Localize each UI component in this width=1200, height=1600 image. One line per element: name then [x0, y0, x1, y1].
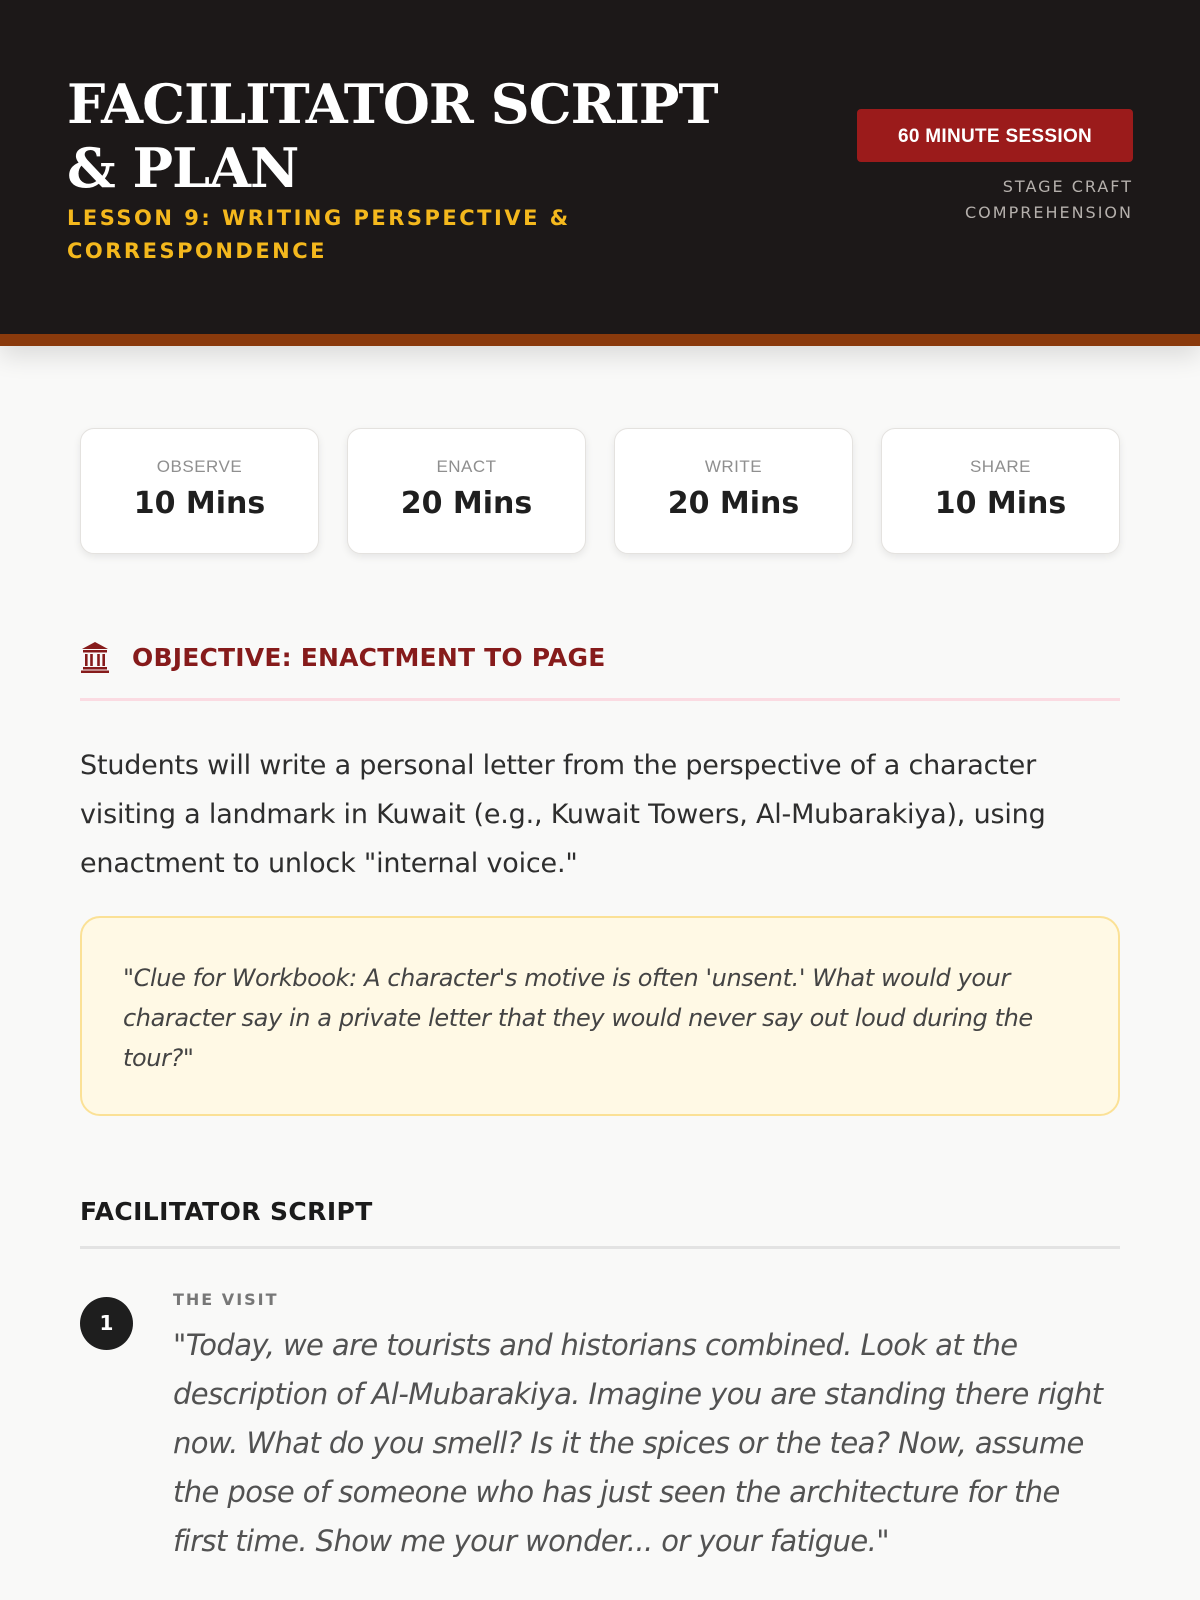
timing-label: SHARE [969, 457, 1032, 476]
timing-cards [80, 428, 1120, 554]
timing-label: WRITE [704, 457, 763, 476]
objective-title: OBJECTIVE: ENACTMENT TO PAGE [132, 642, 606, 672]
step-number-badge: 1 [80, 1297, 133, 1350]
timing-label: OBSERVE [156, 457, 243, 476]
timing-card-observe [80, 428, 319, 554]
workbook-clue-box [80, 916, 1120, 1116]
page-header [0, 0, 1200, 346]
lesson-subtitle: LESSON 9: WRITING PERSPECTIVE & CORRESPONDENCE [67, 206, 571, 263]
timing-card-write [614, 428, 853, 554]
timing-card-enact [347, 428, 586, 554]
step-label: THE VISIT [173, 1290, 279, 1309]
timing-label: ENACT [436, 457, 497, 476]
facilitator-script-heading: FACILITATOR SCRIPT [80, 1196, 1120, 1249]
session-length-badge[interactable]: 60 MINUTE SESSION [857, 109, 1133, 162]
meta-skill: COMPREHENSION [965, 203, 1133, 222]
workbook-clue-text: "Clue for Workbook: A character's motive is often 'unsent.' What would your character say in a private letter that they would never say out loud during the tour?" [123, 964, 1033, 1072]
objective-description: Students will write a personal letter from the perspective of a character visiting a landmark in Kuwait (e.g., Kuwait Towers, Al-Mubarakiya), using enactment to unlock "internal voice." [80, 750, 1046, 879]
timing-value: 10 Mins [934, 486, 1067, 521]
objective-heading [80, 630, 1120, 701]
step-body [173, 1289, 1113, 1566]
landmark-icon [80, 640, 110, 674]
main-content [0, 346, 1200, 1566]
meta-category: STAGE CRAFT [1002, 177, 1133, 196]
header-meta [965, 174, 1133, 226]
script-step [80, 1289, 1120, 1566]
timing-card-share [881, 428, 1120, 554]
timing-value: 10 Mins [133, 486, 266, 521]
timing-value: 20 Mins [667, 486, 800, 521]
page-title: FACILITATOR SCRIPT & PLAN [67, 72, 718, 200]
step-script-text: "Today, we are tourists and historians combined. Look at the description of Al-Mubarakiya. Imagine you are standing there right now. What do you smell? Is it the spices or the tea? Now, assume the pose of someone who has just seen the architecture for the first time. Show me your wonder... or your fatigue." [173, 1328, 1103, 1558]
timing-value: 20 Mins [400, 486, 533, 521]
